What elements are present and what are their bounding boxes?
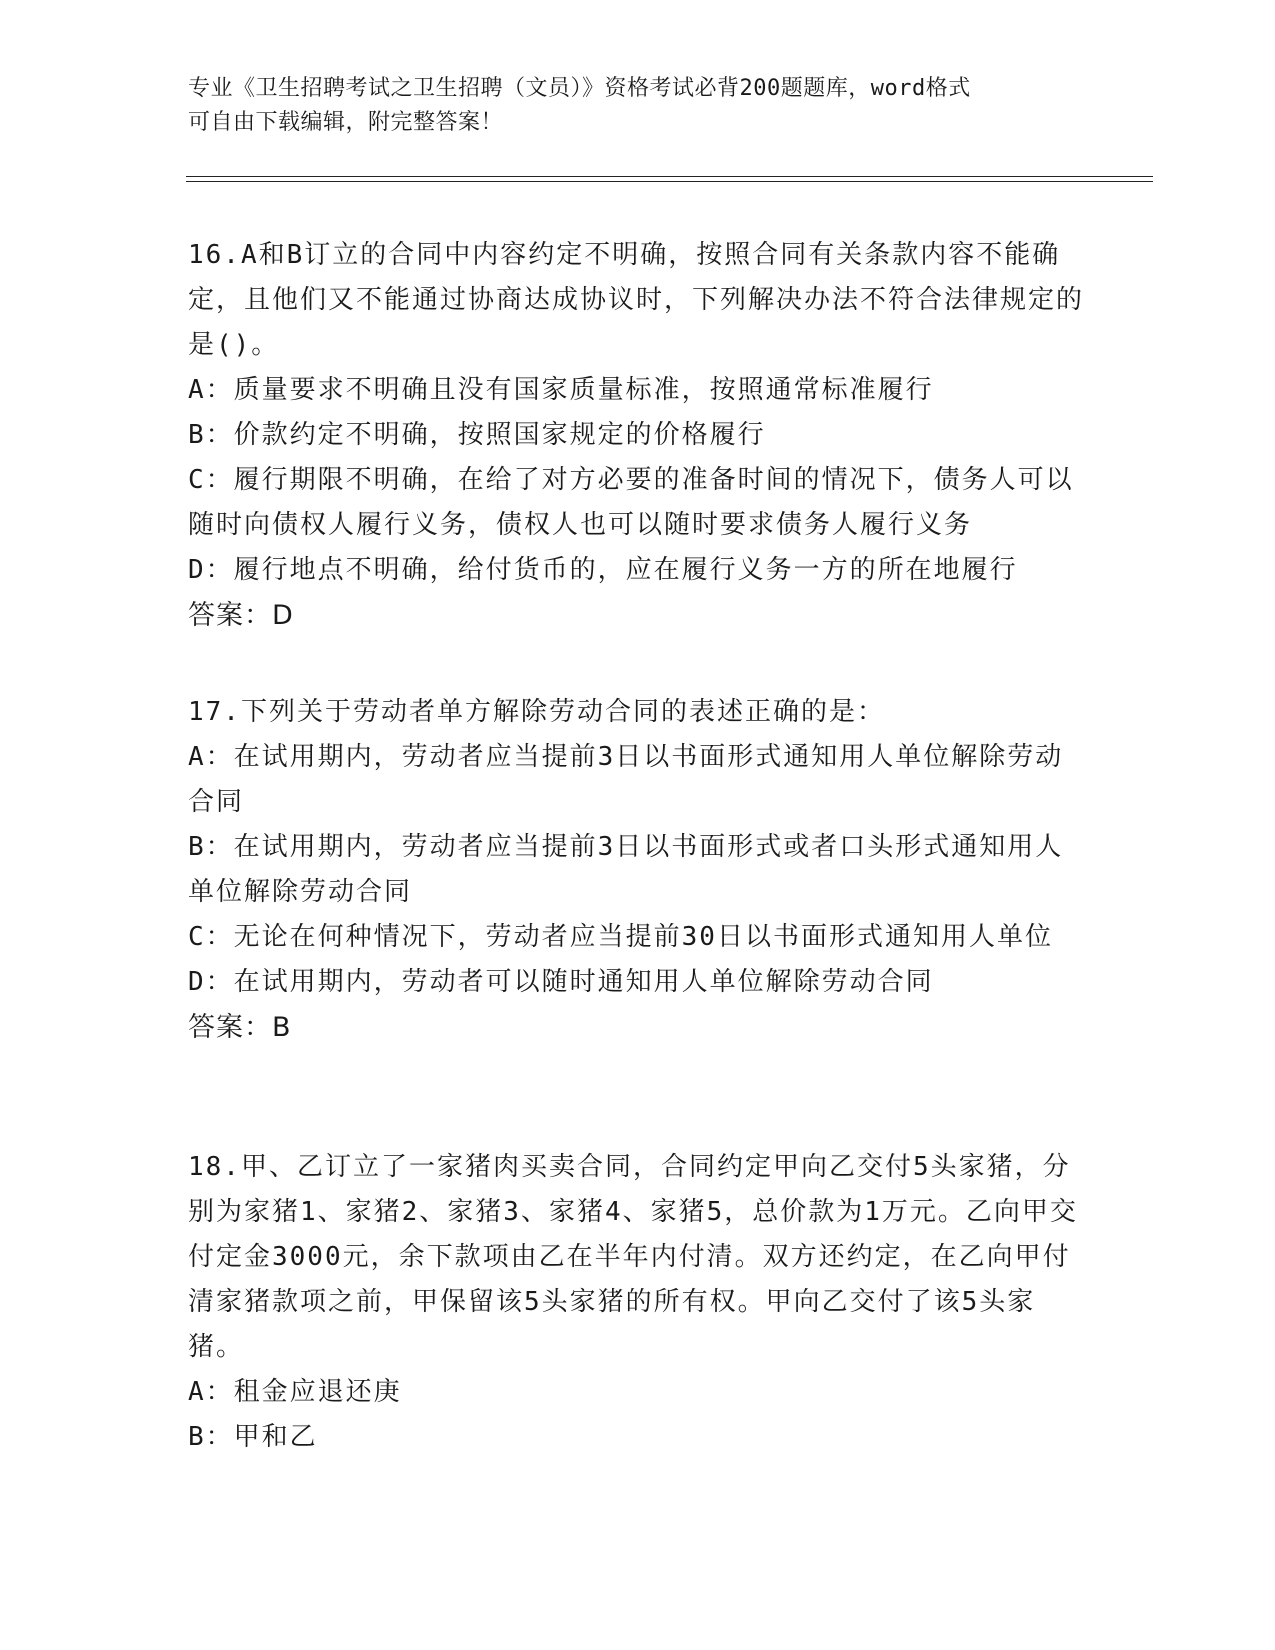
- option-c: C：无论在何种情况下，劳动者应当提前30日以书面形式通知用人单位: [188, 922, 1053, 952]
- header-divider-bottom: [186, 181, 1153, 182]
- question-18: [188, 1145, 1088, 1460]
- option-a: A：在试用期内，劳动者应当提前3日以书面形式通知用人单位解除劳动合同: [188, 742, 1064, 817]
- option-b: B：价款约定不明确，按照国家规定的价格履行: [188, 420, 766, 450]
- question-16: [188, 233, 1088, 638]
- header-line-2: 可自由下载编辑，附完整答案！: [188, 110, 504, 135]
- option-b: B：在试用期内，劳动者应当提前3日以书面形式或者口头形式通知用人单位解除劳动合同: [188, 832, 1064, 907]
- answer-label: 答案：B: [188, 1012, 292, 1043]
- question-stem: 16.A和B订立的合同中内容约定不明确，按照合同有关条款内容不能确定，且他们又不能通过协商达成协议时，下列解决办法不符合法律规定的是()。: [188, 240, 1085, 360]
- question-stem: 18.甲、乙订立了一家猪肉买卖合同，合同约定甲向乙交付5头家猪，分别为家猪1、家猪2、家猪3、家猪4、家猪5，总价款为1万元。乙向甲交付定金3000元，余下款项由乙在半年内付清。双方还约定，在乙向甲付清家猪款项之前，甲保留该5头家猪的所有权。甲向乙交付了该5头家猪。: [188, 1152, 1078, 1362]
- option-a: A：租金应退还庚: [188, 1377, 402, 1407]
- option-d: D：履行地点不明确，给付货币的，应在履行义务一方的所在地履行: [188, 555, 1018, 585]
- document-header: [188, 72, 1068, 140]
- question-17: [188, 690, 1088, 1050]
- header-line-1: 专业《卫生招聘考试之卫生招聘（文员）》资格考试必背200题题库，word格式: [188, 76, 971, 101]
- option-c: C：履行期限不明确，在给了对方必要的准备时间的情况下，债务人可以随时向债权人履行义务，债权人也可以随时要求债务人履行义务: [188, 465, 1074, 540]
- header-divider-top: [186, 176, 1153, 177]
- option-d: D：在试用期内，劳动者可以随时通知用人单位解除劳动合同: [188, 967, 934, 997]
- option-a: A：质量要求不明确且没有国家质量标准，按照通常标准履行: [188, 375, 934, 405]
- answer-label: 答案：D: [188, 600, 294, 631]
- option-b: B：甲和乙: [188, 1422, 318, 1452]
- question-stem: 17.下列关于劳动者单方解除劳动合同的表述正确的是：: [188, 697, 885, 727]
